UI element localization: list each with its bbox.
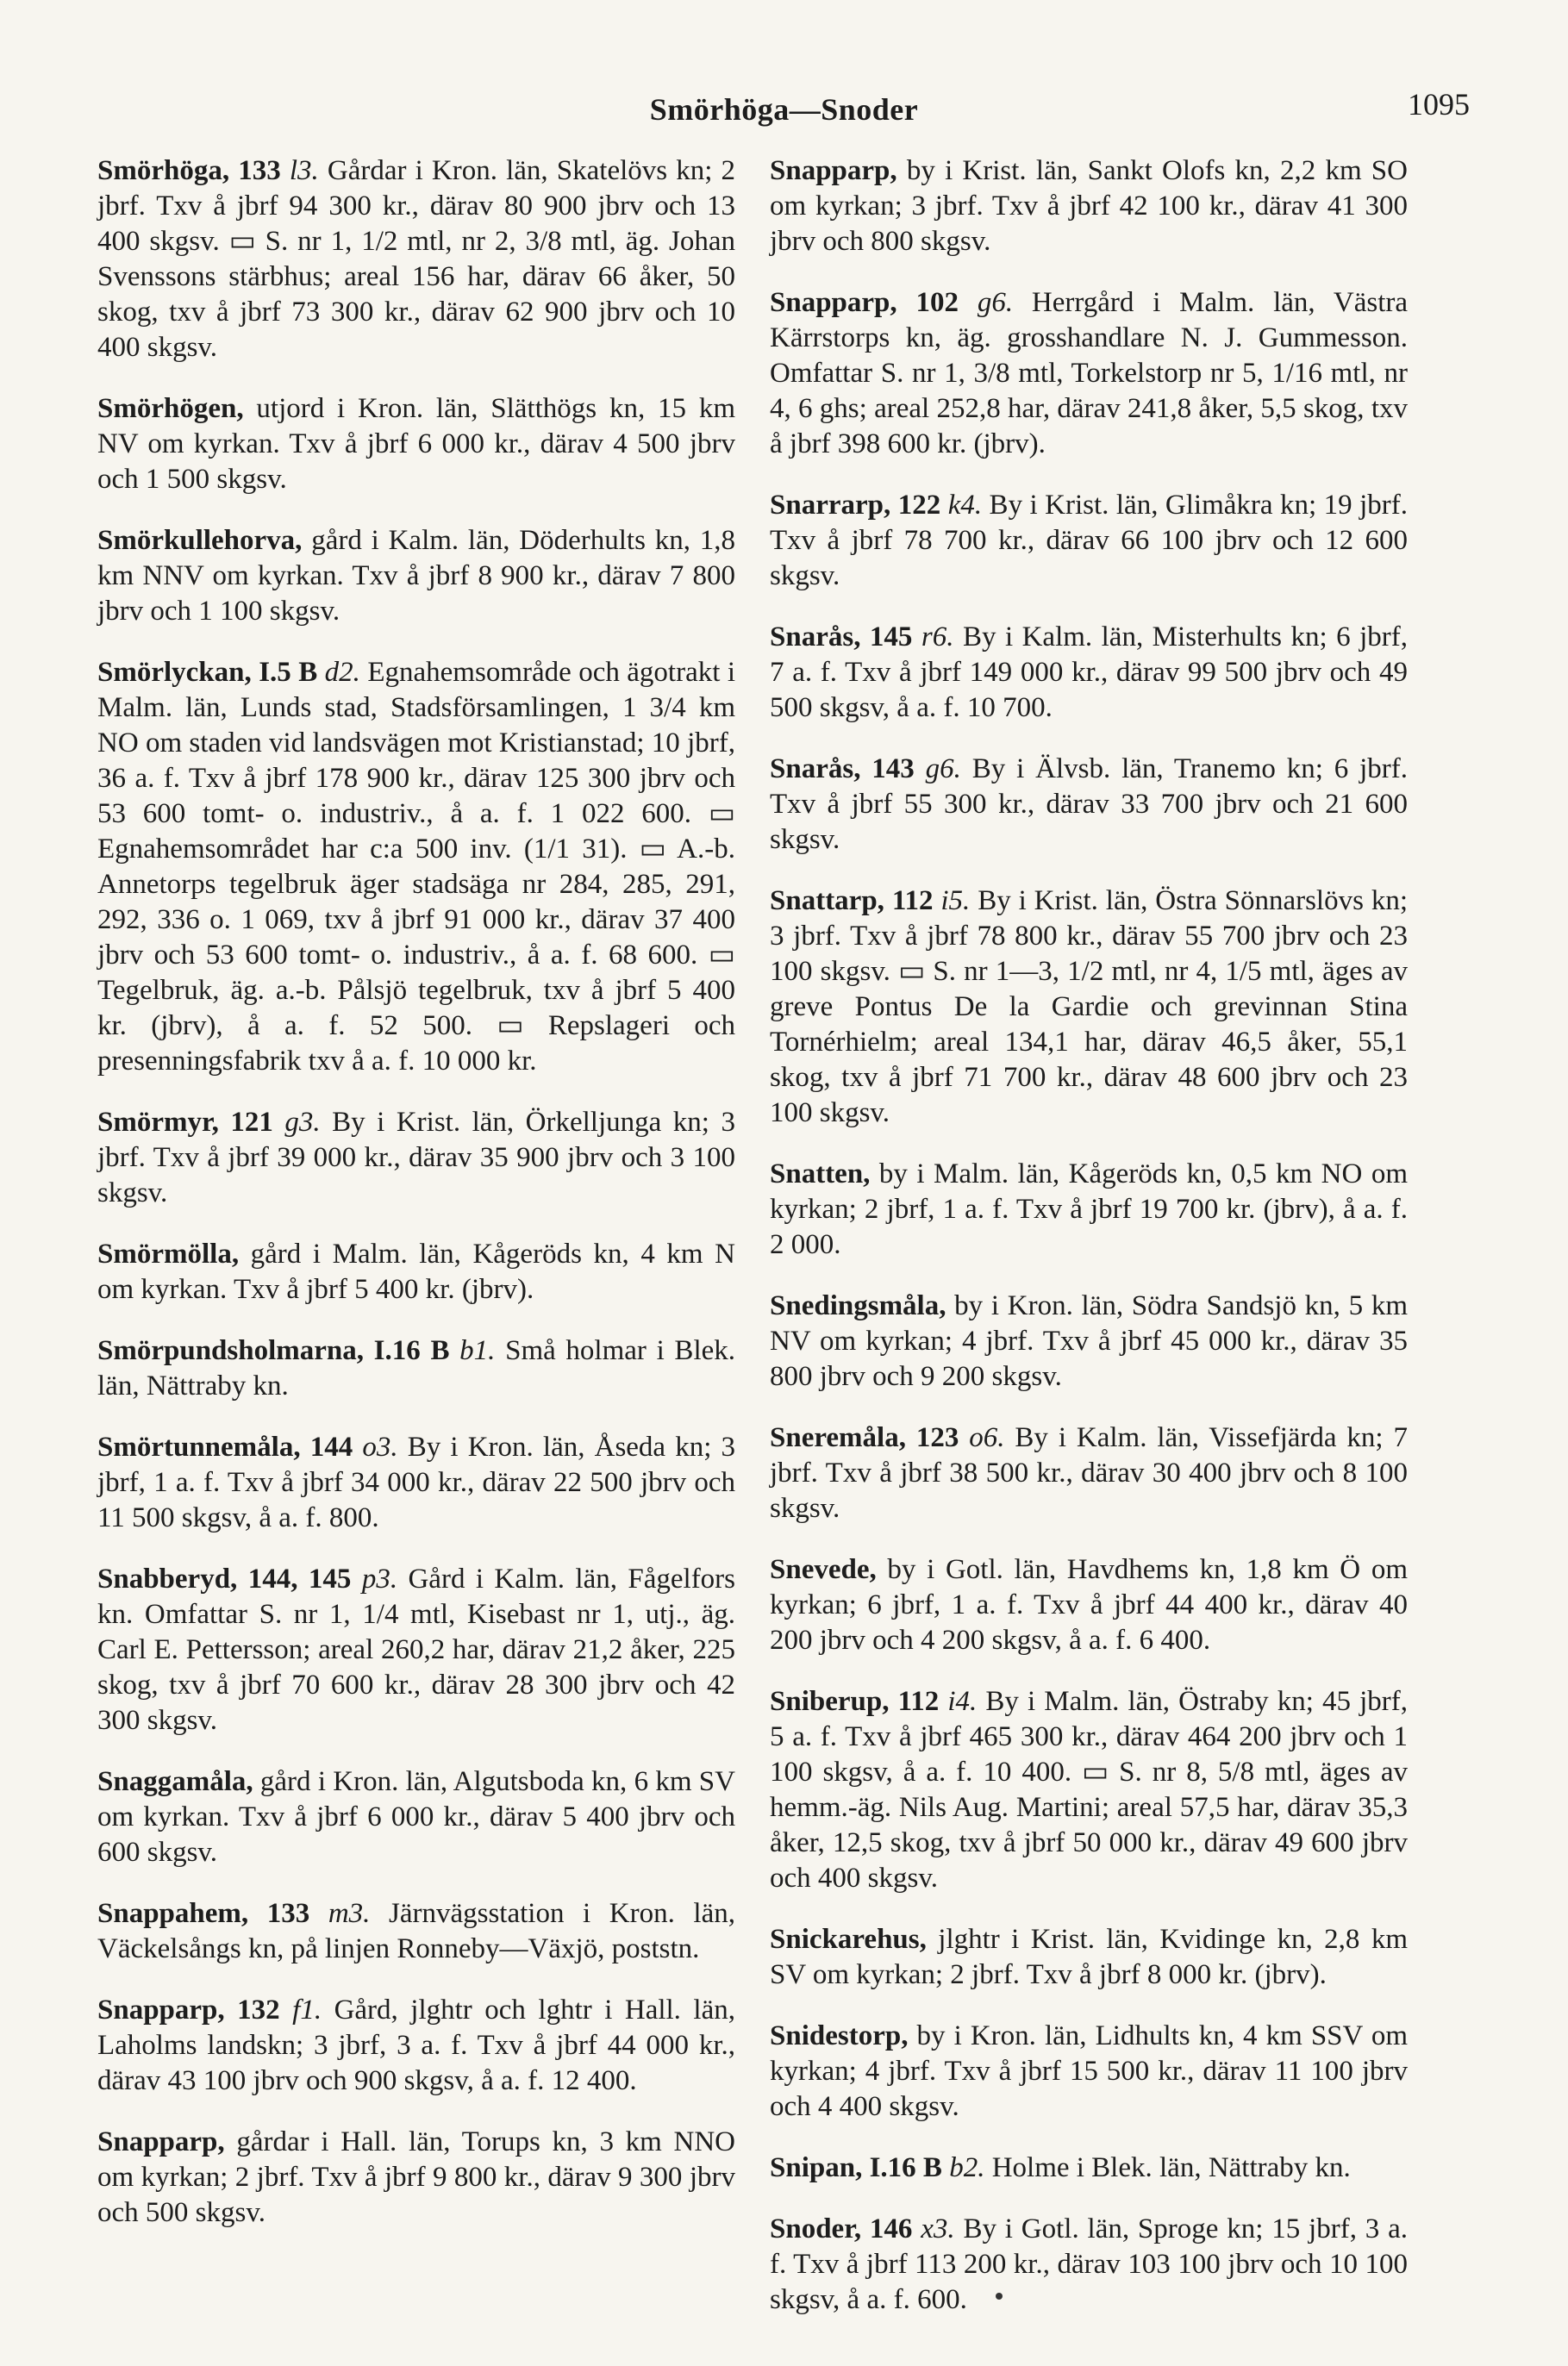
entry-map-ref: k4.	[947, 490, 983, 521]
entry-map-ref: i4.	[947, 1686, 978, 1717]
running-header: Smörhöga—Snoder	[649, 92, 919, 127]
entry-headword: Smörhöga, 133	[97, 155, 281, 186]
entry-text: Järnvägsstation i Kron. län, Väckelsångs kn, på linjen Ronneby—Växjö, poststn.	[97, 1898, 735, 1964]
entry-map-ref: d2.	[324, 657, 360, 688]
entry-headword: Smörkullehorva,	[97, 525, 303, 556]
entry-map-ref: g6.	[925, 753, 961, 784]
entry-headword: Snarrarp, 122	[770, 490, 941, 521]
entry-headword: Snatten,	[770, 1158, 871, 1189]
entry-map-ref: o3.	[362, 1432, 398, 1463]
gazetteer-entry	[770, 2019, 1408, 2125]
entry-headword: Smörpundsholmarna, I.16 B	[97, 1335, 450, 1366]
entry-map-ref: p3.	[361, 1564, 398, 1595]
entry-headword: Snapparp, 102	[770, 287, 959, 318]
entry-text: by i Malm. län, Kågeröds kn, 0,5 km NO om kyrkan; 2 jbrf, 1 a. f. Txv å jbrf 19 700 kr. (jbrv), å a. f. 2 000.	[770, 1158, 1408, 1260]
gazetteer-entry	[97, 1237, 735, 1308]
entry-headword: Smörtunnemåla, 144	[97, 1432, 353, 1463]
entry-text: By i Kalm. län, Vissefjärda kn; 7 jbrf. Txv å jbrf 38 500 kr., därav 30 400 jbrv och 8 100 skgsv.	[770, 1422, 1408, 1524]
entry-text: By i Krist. län, Glimåkra kn; 19 jbrf. Txv å jbrf 78 700 kr., därav 66 100 jbrv och 12 600 skgsv.	[770, 490, 1408, 591]
entry-headword: Snarås, 143	[770, 753, 915, 784]
entry-text: Herrgård i Malm. län, Västra Kärrstorps kn, äg. grosshandlare N. J. Gummesson. Omfattar S. nr 1, 3/8 mtl, Torkelstorp nr 5, 1/16 mtl, nr 4, 6 ghs; areal 252,8 har, därav 241,8 åker, 5,5 skog, txv å jbrf 398 600 kr. (jbrv).	[770, 287, 1408, 459]
entry-map-ref: g6.	[977, 287, 1014, 318]
entry-text: Gårdar i Kron. län, Skatelövs kn; 2 jbrf. Txv å jbrf 94 300 kr., därav 80 900 jbrv och 13 400 skgsv. ▭ S. nr 1, 1/2 mtl, nr 2, 3/8 mtl, äg. Johan Svenssons stärbhus; areal 156 har, därav 66 åker, 50 skog, txv å jbrf 73 300 kr., därav 62 900 jbrv och 10 400 skgsv.	[97, 155, 736, 363]
entry-map-ref: b2.	[949, 2152, 985, 2183]
gazetteer-entry	[97, 1105, 735, 1211]
entry-text: Holme i Blek. län, Nättraby kn.	[984, 2152, 1351, 2183]
gazetteer-entry	[770, 620, 1408, 726]
page-number: 1095	[1408, 87, 1470, 122]
entry-text: by i Kron. län, Lidhults kn, 4 km SSV om kyrkan; 4 jbrf. Txv å jbrf 15 500 kr., därav 11 100 jbrv och 4 400 skgsv.	[770, 2020, 1408, 2122]
speck-mark	[996, 2293, 1003, 2300]
entry-headword: Sneremåla, 123	[770, 1422, 959, 1453]
entry-headword: Smörhögen,	[97, 393, 244, 424]
entry-headword: Snapparp, 132	[97, 1995, 280, 2026]
gazetteer-entry	[770, 1420, 1408, 1526]
gazetteer-entry	[97, 523, 735, 629]
entry-headword: Snaggamåla,	[97, 1766, 253, 1797]
entry-headword: Snickarehus,	[770, 1924, 927, 1955]
entry-headword: Snipan, I.16 B	[770, 2152, 942, 2183]
entry-text: gårdar i Hall. län, Torups kn, 3 km NNO om kyrkan; 2 jbrf. Txv å jbrf 9 800 kr., därav 9 300 jbrv och 500 skgsv.	[97, 2126, 735, 2228]
gazetteer-entry	[770, 1684, 1408, 1896]
entry-text: By i Älvsb. län, Tranemo kn; 6 jbrf. Txv å jbrf 55 300 kr., därav 33 700 jbrv och 21 600 skgsv.	[770, 753, 1409, 855]
entry-text: By i Kalm. län, Misterhults kn; 6 jbrf, 7 a. f. Txv å jbrf 149 000 kr., därav 99 500 jbrv och 49 500 skgsv, å a. f. 10 700.	[770, 621, 1408, 723]
gazetteer-entry	[770, 2212, 1408, 2318]
entry-headword: Snappahem, 133	[97, 1898, 310, 1929]
entry-text: Små holmar i Blek. län, Nättraby kn.	[97, 1335, 736, 1401]
gazetteer-entry	[770, 2151, 1408, 2186]
gazetteer-entry	[770, 1289, 1408, 1395]
gazetteer-entry	[97, 1562, 735, 1739]
entry-text: gård i Kron. län, Algutsboda kn, 6 km SV om kyrkan. Txv å jbrf 6 000 kr., därav 5 400 jbrv och 600 skgsv.	[97, 1766, 735, 1868]
entry-text: By i Krist. län, Östra Sönnarslövs kn; 3 jbrf. Txv å jbrf 78 800 kr., därav 55 700 jbrv och 23 100 skgsv. ▭ S. nr 1—3, 1/2 mtl, nr 4, 1/5 mtl, äges av greve Pontus De la Gardie och grevinnan Stina Tornérhielm; areal 134,1 har, därav 46,5 åker, 55,1 skog, txv å jbrf 71 700 kr., därav 48 600 jbrv och 23 100 skgsv.	[770, 885, 1408, 1128]
entry-headword: Smörlyckan, I.5 B	[97, 657, 318, 688]
gazetteer-entry	[97, 655, 735, 1079]
entry-text: utjord i Kron. län, Slätthögs kn, 15 km NV om kyrkan. Txv å jbrf 6 000 kr., därav 4 500 jbrv och 1 500 skgsv.	[97, 393, 735, 495]
entry-text: By i Gotl. län, Sproge kn; 15 jbrf, 3 a. f. Txv å jbrf 113 200 kr., därav 103 100 jbrv och 10 100 skgsv, å a. f. 600.	[770, 2213, 1408, 2315]
entry-text: By i Krist. län, Örkelljunga kn; 3 jbrf. Txv å jbrf 39 000 kr., därav 35 900 jbrv och 3 100 skgsv.	[97, 1107, 735, 1208]
gazetteer-entry	[97, 1896, 735, 1967]
entry-headword: Snoder, 146	[770, 2213, 913, 2244]
gazetteer-entry	[770, 752, 1408, 858]
gazetteer-entry	[97, 1333, 735, 1404]
entry-map-ref: b1.	[459, 1335, 496, 1366]
entry-text: By i Malm. län, Östraby kn; 45 jbrf, 5 a. f. Txv å jbrf 465 300 kr., därav 464 200 jbrv och 1 100 skgsv, å a. f. 10 400. ▭ S. nr 8, 5/8 mtl, äges av hemm.-äg. Nils Aug. Martini; areal 57,5 har, därav 35,3 åker, 12,5 skog, txv å jbrf 50 000 kr., därav 49 600 jbrv och 400 skgsv.	[770, 1686, 1408, 1894]
gazetteer-entry	[770, 1552, 1408, 1658]
entry-map-ref: l3.	[289, 155, 319, 186]
entry-text: Gård, jlghtr och lghtr i Hall. län, Laholms landskn; 3 jbrf, 3 a. f. Txv å jbrf 44 000 kr., därav 43 100 jbrv och 900 skgsv, å a. f. 12 400.	[97, 1995, 735, 2096]
entry-text: by i Gotl. län, Havdhems kn, 1,8 km Ö om kyrkan; 6 jbrf, 1 a. f. Txv å jbrf 44 400 kr., därav 40 200 jbrv och 4 200 skgsv, å a. f. 6 400.	[770, 1554, 1408, 1656]
gazetteer-entry	[97, 2125, 735, 2231]
entry-text: gård i Malm. län, Kågeröds kn, 4 km N om kyrkan. Txv å jbrf 5 400 kr. (jbrv).	[97, 1239, 735, 1305]
entry-map-ref: r6.	[921, 621, 954, 652]
right-column	[770, 153, 1408, 2344]
gazetteer-entry	[97, 1764, 735, 1870]
entry-headword: Snabberyd, 144, 145	[97, 1564, 352, 1595]
gazetteer-entry	[770, 1922, 1408, 1993]
entry-headword: Snevede,	[770, 1554, 877, 1585]
gazetteer-entry	[770, 488, 1408, 594]
entry-map-ref: o6.	[969, 1422, 1005, 1453]
entry-headword: Snidestorp,	[770, 2020, 909, 2051]
entry-text: gård i Kalm. län, Döderhults kn, 1,8 km NNV om kyrkan. Txv å jbrf 8 900 kr., därav 7 800 jbrv och 1 100 skgsv.	[97, 525, 735, 627]
entry-text: by i Kron. län, Södra Sandsjö kn, 5 km NV om kyrkan; 4 jbrf. Txv å jbrf 45 000 kr., därav 35 800 jbrv och 9 200 skgsv.	[770, 1290, 1408, 1392]
gazetteer-entry	[97, 153, 735, 365]
entry-headword: Snapparp,	[770, 155, 897, 186]
entry-headword: Snattarp, 112	[770, 885, 934, 916]
entry-map-ref: x3.	[921, 2213, 955, 2244]
entry-map-ref: m3.	[328, 1898, 371, 1929]
entry-text: by i Krist. län, Sankt Olofs kn, 2,2 km SO om kyrkan; 3 jbrf. Txv å jbrf 42 100 kr., därav 41 300 jbrv och 800 skgsv.	[770, 155, 1408, 257]
entry-headword: Snedingsmåla,	[770, 1290, 946, 1321]
left-column	[97, 153, 735, 2257]
gazetteer-entry	[770, 1157, 1408, 1263]
entry-text: Gård i Kalm. län, Fågelfors kn. Omfattar S. nr 1, 1/4 mtl, Kisebast nr 1, utj., äg. Carl E. Pettersson; areal 260,2 har, därav 21,2 åker, 225 skog, txv å jbrf 70 600 kr., därav 28 300 jbrv och 42 300 skgsv.	[97, 1564, 736, 1736]
gazetteer-entry	[97, 1430, 735, 1536]
entry-map-ref: i5.	[940, 885, 971, 916]
entry-map-ref: f1.	[292, 1995, 322, 2026]
gazetteer-entry	[770, 153, 1408, 259]
gazetteer-entry	[97, 391, 735, 497]
entry-headword: Sniberup, 112	[770, 1686, 940, 1717]
gazetteer-entry	[770, 883, 1408, 1131]
entry-text: jlghtr i Krist. län, Kvidinge kn, 2,8 km SV om kyrkan; 2 jbrf. Txv å jbrf 8 000 kr. (jbrv).	[770, 1924, 1408, 1990]
entry-headword: Snarås, 145	[770, 621, 913, 652]
gazetteer-entry	[97, 1993, 735, 2099]
entry-map-ref: g3.	[284, 1107, 321, 1138]
entry-text: Egnahemsområde och ägotrakt i Malm. län, Lunds stad, Stadsförsamlingen, 1 3/4 km NO om staden vid landsvägen mot Kristianstad; 10 jbrf, 36 a. f. Txv å jbrf 178 900 kr., därav 125 300 jbrv och 53 600 tomt- o. industriv., å a. f. 1 022 600. ▭ Egnahemsområdet har c:a 500 inv. (1/1 31). ▭ A.-b. Annetorps tegelbruk äger stadsäga nr 284, 285, 291, 292, 336 o. 1 069, txv å jbrf 91 000 kr., därav 37 400 jbrv och 53 600 tomt- o. industriv., å a. f. 68 600. ▭ Tegelbruk, äg. a.-b. Pålsjö tegelbruk, txv å jbrf 5 400 kr. (jbrv), å a. f. 52 500. ▭ Repslageri och presenningsfabrik txv å a. f. 10 000 kr.	[97, 657, 735, 1077]
entry-headword: Snapparp,	[97, 2126, 225, 2157]
entry-headword: Smörmölla,	[97, 1239, 240, 1270]
gazetteer-entry	[770, 285, 1408, 462]
entry-headword: Smörmyr, 121	[97, 1107, 273, 1138]
entry-text: By i Kron. län, Åseda kn; 3 jbrf, 1 a. f. Txv å jbrf 34 000 kr., därav 22 500 jbrv och 11 500 skgsv, å a. f. 800.	[97, 1432, 736, 1533]
